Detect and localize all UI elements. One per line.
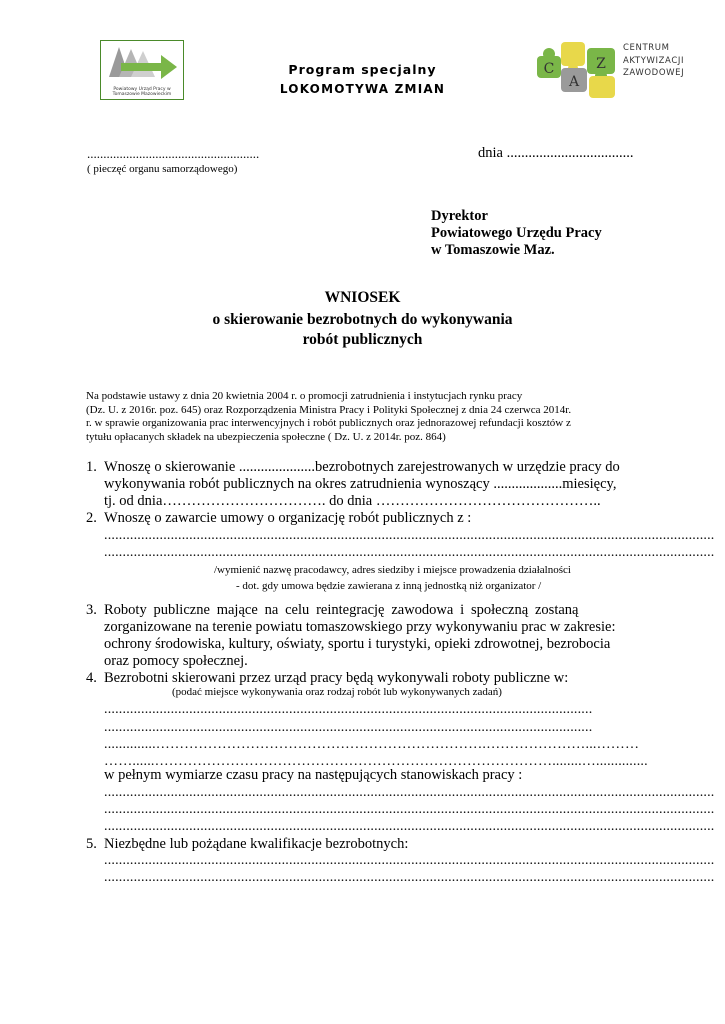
caz-letter-a: A xyxy=(568,74,580,90)
item-4-dotline-2: .................................................................................................................................... xyxy=(104,720,593,735)
document-subtitle-2: robót publicznych xyxy=(302,331,423,348)
item-3-line-3: ochrony środowiska, kultury, oświaty, sportu i turystyki, opieki zdrowotnej, bezrobocia xyxy=(104,636,611,652)
caz-letter-c: C xyxy=(543,61,555,77)
item-1 xyxy=(104,459,644,510)
item-4-number: 4. xyxy=(86,670,97,686)
document-title: WNIOSEK xyxy=(324,289,401,306)
stamp-dots: ..................................................... xyxy=(87,146,260,161)
legal-line-2: (Dz. U. z 2016r. poz. 645) oraz Rozporządzenia Ministra Pracy i Polityki Społecznej z dnia 24 czerwca 2014r. xyxy=(86,403,572,416)
item-5-number: 5. xyxy=(86,836,97,852)
item-2-dotline-2: ..................................................................................................................................................................... xyxy=(104,545,715,560)
item-1-line-1: Wnoszę o skierowanie .....................bezrobotnych zarejestrowanych w urzędzie pracy do xyxy=(104,459,620,475)
item-1-line-3: tj. od dnia……………………………. do dnia ……………………………………….. xyxy=(104,493,601,509)
item-4-dotline-5: ..................................................................................................................................................................... xyxy=(104,785,715,800)
program-name: LOKOMOTYWA ZMIAN xyxy=(279,82,446,96)
item-4-dotline-6: ..................................................................................................................................................................... xyxy=(104,802,715,817)
item-4-note: (podać miejsce wykonywania oraz rodzaj robót lub wykonywanych zadań) xyxy=(172,686,502,698)
addressee-line1: Dyrektor xyxy=(431,208,488,224)
item-2-note-2: - dot. gdy umowa będzie zawierana z inną jednostką niż organizator / xyxy=(236,580,542,592)
item-4-fulltime: w pełnym wymiarze czasu pracy na następujących stanowiskach pracy : xyxy=(104,767,523,783)
item-2-text: Wnoszę o zawarcie umowy o organizację robót publicznych z : xyxy=(104,510,472,526)
caz-name-line3: ZAWODOWEJ xyxy=(623,68,685,78)
date-field: dnia ................................... xyxy=(478,145,634,161)
item-1-line-2: wykonywania robót publicznych na okres zatrudnienia wynoszący ...................miesięcy, xyxy=(104,476,617,492)
item-1-number: 1. xyxy=(86,459,97,475)
stamp-label: ( pieczęć organu samorządowego) xyxy=(87,163,238,175)
item-5-dotline-2: ..................................................................................................................................................................... xyxy=(104,870,715,885)
item-4-dotline-7: ..................................................................................................................................................................... xyxy=(104,819,715,834)
item-2-note-1: /wymienić nazwę pracodawcy, adres siedziby i miejsce prowadzenia działalności xyxy=(214,564,571,576)
addressee-line3: w Tomaszowie Maz. xyxy=(431,242,555,258)
caz-puzzle-logo xyxy=(535,36,621,102)
item-4-dotline-1: .................................................................................................................................... xyxy=(104,702,593,717)
legal-line-1: Na podstawie ustawy z dnia 20 kwietnia 2004 r. o promocji zatrudnienia i instytucjach rynku pracy xyxy=(86,390,523,402)
addressee-line2: Powiatowego Urzędu Pracy xyxy=(431,225,602,241)
addressee xyxy=(431,208,602,259)
pup-logo-text: Powiatowy Urząd Pracy w Tomaszowie Mazowieckim xyxy=(112,87,172,97)
item-4-text: Bezrobotni skierowani przez urząd pracy będą wykonywali roboty publiczne w: xyxy=(104,670,569,686)
caz-name-line2: AKTYWIZACJI xyxy=(623,55,685,66)
item-3-number: 3. xyxy=(86,602,97,618)
item-4-dotline-3: ..............…………………………………………………………….…………………...……… xyxy=(104,737,640,752)
caz-letter-z: Z xyxy=(596,56,606,72)
item-2-number: 2. xyxy=(86,510,97,526)
item-3 xyxy=(104,602,644,670)
program-title: Program specjalny xyxy=(288,62,437,77)
item-4-dotline-4: ……......…………………………………………………………………………........….............. xyxy=(104,754,648,769)
document-subtitle-1: o skierowanie bezrobotnych do wykonywania xyxy=(212,311,513,328)
item-3-line-2: zorganizowane na terenie powiatu tomaszowskiego przy wykonywaniu prac w zakresie: xyxy=(104,619,616,635)
item-5-dotline-1: ..................................................................................................................................................................... xyxy=(104,853,715,868)
legal-line-3: r. w sprawie organizowania prac interwencyjnych i robót publicznych oraz jednorazowej refundacji kosztów z xyxy=(86,417,571,429)
item-2-dotline-1: ..................................................................................................................................................................... xyxy=(104,528,715,543)
caz-logo-name xyxy=(623,42,684,80)
item-3-line-4: oraz pomocy społecznej. xyxy=(104,653,248,669)
item-5-text: Niezbędne lub pożądane kwalifikacje bezrobotnych: xyxy=(104,836,409,852)
legal-line-4: tytułu opłacanych składek na ubezpieczenia społeczne ( Dz. U. z 2014r. poz. 864) xyxy=(86,430,446,443)
caz-name-line1: CENTRUM xyxy=(623,43,670,53)
legal-basis xyxy=(86,390,638,444)
item-3-line-1: Roboty publiczne mające na celu reintegrację zawodowa i społeczną zostaną xyxy=(104,602,579,618)
